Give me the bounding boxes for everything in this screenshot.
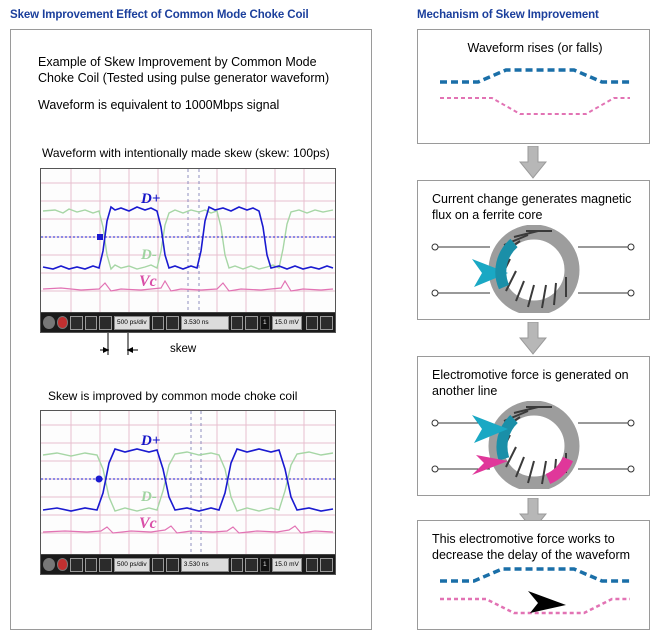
step-3-core-diagram	[428, 401, 640, 489]
scope-1-grid	[41, 169, 335, 312]
intro-line-2: Waveform is equivalent to 1000Mbps signal	[38, 98, 280, 112]
mechanism-step-1	[417, 29, 650, 144]
scope-1-vertical-decrease[interactable]	[306, 316, 319, 330]
scope-2-label-d-minus: D-	[141, 489, 157, 505]
scope-2-timebase-decrease[interactable]	[152, 558, 165, 572]
skew-label: skew	[170, 343, 197, 355]
scope-1-vertical-increase[interactable]	[320, 316, 333, 330]
scope-1-timebase-decrease[interactable]	[152, 316, 165, 330]
scope-2-vertical-decrease[interactable]	[306, 558, 319, 572]
step-3-text: Electromotive force is generated on another line	[432, 368, 629, 398]
step-2-core-diagram	[428, 225, 640, 313]
mechanism-step-4	[417, 520, 650, 630]
scope-2-timebase-increase[interactable]	[166, 558, 179, 572]
scope-2-delay-decrease[interactable]	[231, 558, 244, 572]
step-4-text: This electromotive force works to decrease the delay of the waveform	[432, 532, 631, 562]
scope-1-btn-clear[interactable]	[99, 316, 112, 330]
scope-2-btn-stop[interactable]	[57, 558, 69, 571]
scope-1-btn-stop[interactable]	[57, 316, 69, 329]
step-1-waveform-diagram	[434, 68, 634, 128]
scope-2-btn-single[interactable]	[70, 558, 83, 572]
scope-2-channel-indicator[interactable]: 1	[260, 558, 270, 572]
flow-arrow-2	[519, 322, 547, 355]
scope-2-btn-run[interactable]	[43, 558, 55, 571]
scope-2-label-vc: Vc	[139, 515, 157, 532]
scope-2-btn-clear[interactable]	[99, 558, 112, 572]
scope-1-delay-increase[interactable]	[245, 316, 258, 330]
scope-2-delay-field[interactable]: 3.530 ns	[181, 558, 229, 572]
mechanism-step-2	[417, 180, 650, 320]
scope-2-delay-increase[interactable]	[245, 558, 258, 572]
scope-2-grid	[41, 411, 335, 554]
mechanism-step-3	[417, 356, 650, 496]
scope-2-vertical-field[interactable]: 15.0 mV	[272, 558, 302, 572]
scope-2-vertical-increase[interactable]	[320, 558, 333, 572]
scope-1-timebase-field[interactable]: 500 ps/div	[114, 316, 150, 330]
step-4-waveform-diagram	[434, 567, 634, 623]
oscilloscope-screenshot-2	[40, 410, 336, 575]
intro-line-1: Example of Skew Improvement by Common Mode Choke Coil (Tested using pulse generator waveform)	[38, 55, 330, 85]
scope-1-control-bar[interactable]	[41, 312, 335, 332]
scope-2-btn-autoscale[interactable]	[85, 558, 98, 572]
scope-2-traces	[41, 411, 335, 554]
scope-2-control-bar[interactable]	[41, 554, 335, 574]
scope-1-btn-run[interactable]	[43, 316, 55, 329]
right-column-title: Mechanism of Skew Improvement	[417, 9, 599, 21]
step-2-text: Current change generates magnetic flux on a ferrite core	[432, 192, 632, 222]
left-column-title: Skew Improvement Effect of Common Mode Choke Coil	[10, 9, 309, 21]
scope-1-label-d-plus: D+	[141, 191, 161, 207]
scope-1-label-d-minus: D-	[141, 247, 157, 263]
scope-1-label-vc: Vc	[139, 273, 157, 290]
scope-1-timebase-increase[interactable]	[166, 316, 179, 330]
scope-1-caption: Waveform with intentionally made skew (skew: 100ps)	[42, 146, 330, 160]
scope-1-channel-indicator[interactable]: 1	[260, 316, 270, 330]
flow-arrow-1	[519, 146, 547, 179]
scope-1-vertical-field[interactable]: 15.0 mV	[272, 316, 302, 330]
skew-annotation-marks	[100, 333, 180, 361]
scope-2-timebase-field[interactable]: 500 ps/div	[114, 558, 150, 572]
scope-1-btn-autoscale[interactable]	[85, 316, 98, 330]
scope-2-caption: Skew is improved by common mode choke coil	[48, 389, 298, 403]
scope-1-delay-decrease[interactable]	[231, 316, 244, 330]
scope-2-label-d-plus: D+	[141, 433, 161, 449]
scope-1-delay-field[interactable]: 3.530 ns	[181, 316, 229, 330]
oscilloscope-screenshot-1	[40, 168, 336, 333]
step-1-text: Waveform rises (or falls)	[467, 41, 603, 55]
scope-1-btn-single[interactable]	[70, 316, 83, 330]
scope-1-traces	[41, 169, 335, 312]
